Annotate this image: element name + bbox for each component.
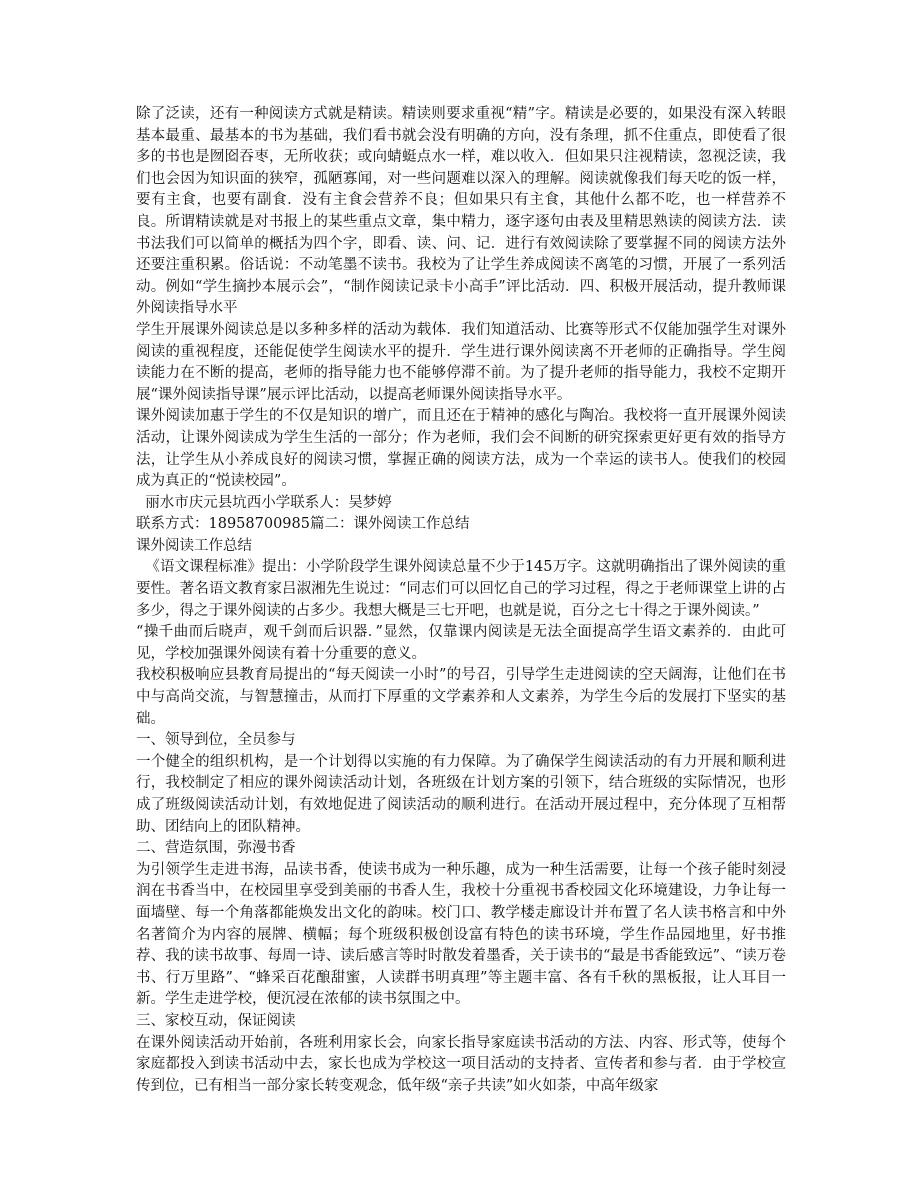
paragraph-daily-reading: 我校积极响应县教育局提出的“每天阅读一小时”的号召，引导学生走进阅读的空天阔海，让他们在书中与高尚交流，与智慧撞击，从而打下厚重的文学素养和人文素养，为学生今后的发展打下坚实的基础。 <box>136 667 786 727</box>
paragraph-book-fragrance: 为引领学生走进书海，品读书香，使读书成为一种乐趣，成为一种生活需要，让每一个孩子能时刻浸润在书香当中，在校园里享受到美丽的书香人生，我校十分重视书香校园文化环境建设，力争让每一面墙壁、每一个角落都能焕发出文化的韵味。校门口、教学楼走廊设计并布置了名人读书格言和中外名著简介为内容的展牌、横幅；每个班级积极创设富有特色的读书环境，学生作品园地里，好书推荐、我的读书故事、每周一诗、读后感言等时时散发着墨香，关于读书的“最是书香能致远”、“读万卷书、行万里路”、“蜂采百花酿甜蜜，人读群书明真理”等主题丰富、各有千秋的黑板报，让人耳目一新。学生走进学校，便沉浸在浓郁的读书氛围之中。 <box>136 861 786 1008</box>
contact-person: 丽水市庆元县坑西小学联系人：吴梦婷 <box>136 494 392 511</box>
paragraph-teacher-guidance: 学生开展课外阅读总是以多种多样的活动为载体．我们知道活动、比赛等形式不仅能加强学生对课外阅读的重视程度，还能促使学生阅读水平的提升．学生进行课外阅读离不开老师的正确指导。学生阅读能力在不断的提高，老师的指导能力也不能够停滞不前。为了提升老师的指导能力，我校不定期开展“课外阅读指导课”展示评比活动，以提高老师课外阅读指导水平。 <box>136 321 786 403</box>
section-title: 课外阅读工作总结 <box>136 537 252 554</box>
paragraph-reading-benefits: 课外阅读加惠于学生的不仅是知识的增广，而且还在于精神的感化与陶冶。我校将一直开展课外阅读活动，让课外阅读成为学生生活的一部分；作为老师，我们会不间断的研究探索更好更有效的指导方法，让学生从小养成良好的阅读习惯，掌握正确的阅读方法，成为一个幸运的读书人。使我们的校园成为真正的“悦读校园”。 <box>136 408 786 490</box>
paragraph-intensive-reading: 除了泛读，还有一种阅读方式就是精读。精读则要求重视“精”字。精读是必要的，如果没有深入转眼基本最重、最基本的书为基础，我们看书就会没有明确的方向，没有条理，抓不住重点，即使看了很多的书也是囫囵吞枣，无所收获；或向蜻蜓点水一样，难以收入．但如果只注视精读，忽视泛读，我们也会因为知识面的狭窄，孤陋寡闻，对一些问题难以深入的理解。阅读就像我们每天吃的饭一样，要有主食，也要有副食．没有主食会营养不良；但如果只有主食，其他什么都不吃，也一样营养不良。所谓精读就是对书报上的某些重点文章，集中精力，逐字逐句由表及里精思熟读的阅读方法．读书法我们可以简单的概括为四个字，即看、读、问、记．进行有效阅读除了要掌握不同的阅读方法外还要注重积累。俗话说：不动笔墨不读书。我校为了让学生养成阅读不离笔的习惯，开展了一系列活动。例如“学生摘抄本展示会”，“制作阅读记录卡小高手”评比活动．四、积极开展活动，提升教师课外阅读指导水平 <box>136 106 786 317</box>
paragraph-curriculum-standard: 《语文课程标准》提出：小学阶段学生课外阅读总量不少于145万字。这就明确指出了课外阅读的重要性。著名语文教育家吕淑湘先生说过：“同志们可以回忆自己的学习过程，得之于老师课堂上讲的占多少，得之于课外阅读的占多少。我想大概是三七开吧，也就是说，百分之七十得之于课外阅读。” <box>136 559 786 619</box>
contact-info: 联系方式：18958700985篇二：课外阅读工作总结 <box>136 516 470 533</box>
heading-atmosphere: 二、营造氛围，弥漫书香 <box>136 840 296 857</box>
paragraph-organization: 一个健全的组织机构，是一个计划得以实施的有力保障。为了确保学生阅读活动的有力开展和顺利进行，我校制定了相应的课外阅读活动计划，各班级在计划方案的引领下，结合班级的实际情况，也形成了班级阅读活动计划，有效地促进了阅读活动的顺利进行。在活动开展过程中，充分体现了互相帮助、团结向上的团队精神。 <box>136 753 786 835</box>
heading-leadership: 一、领导到位，全员参与 <box>136 732 296 749</box>
heading-home-school: 三、家校互动，保证阅读 <box>136 1012 296 1029</box>
paragraph-parents: 在课外阅读活动开始前，各班利用家长会，向家长指导家庭读书活动的方法、内容、形式等，使每个家庭都投入到读书活动中去，家长也成为学校这一项目活动的支持者、宣传者和参与者．由于学校宣传到位，已有相当一部分家长转变观念，低年级“亲子共读”如火如荼，中高年级家 <box>136 1034 786 1094</box>
paragraph-quote: “操千曲而后晓声，观千剑而后识器．”显然，仅靠课内阅读是无法全面提高学生语文素养的．由此可见，学校加强课外阅读有着十分重要的意义。 <box>136 624 786 662</box>
document-page <box>136 104 786 1097</box>
